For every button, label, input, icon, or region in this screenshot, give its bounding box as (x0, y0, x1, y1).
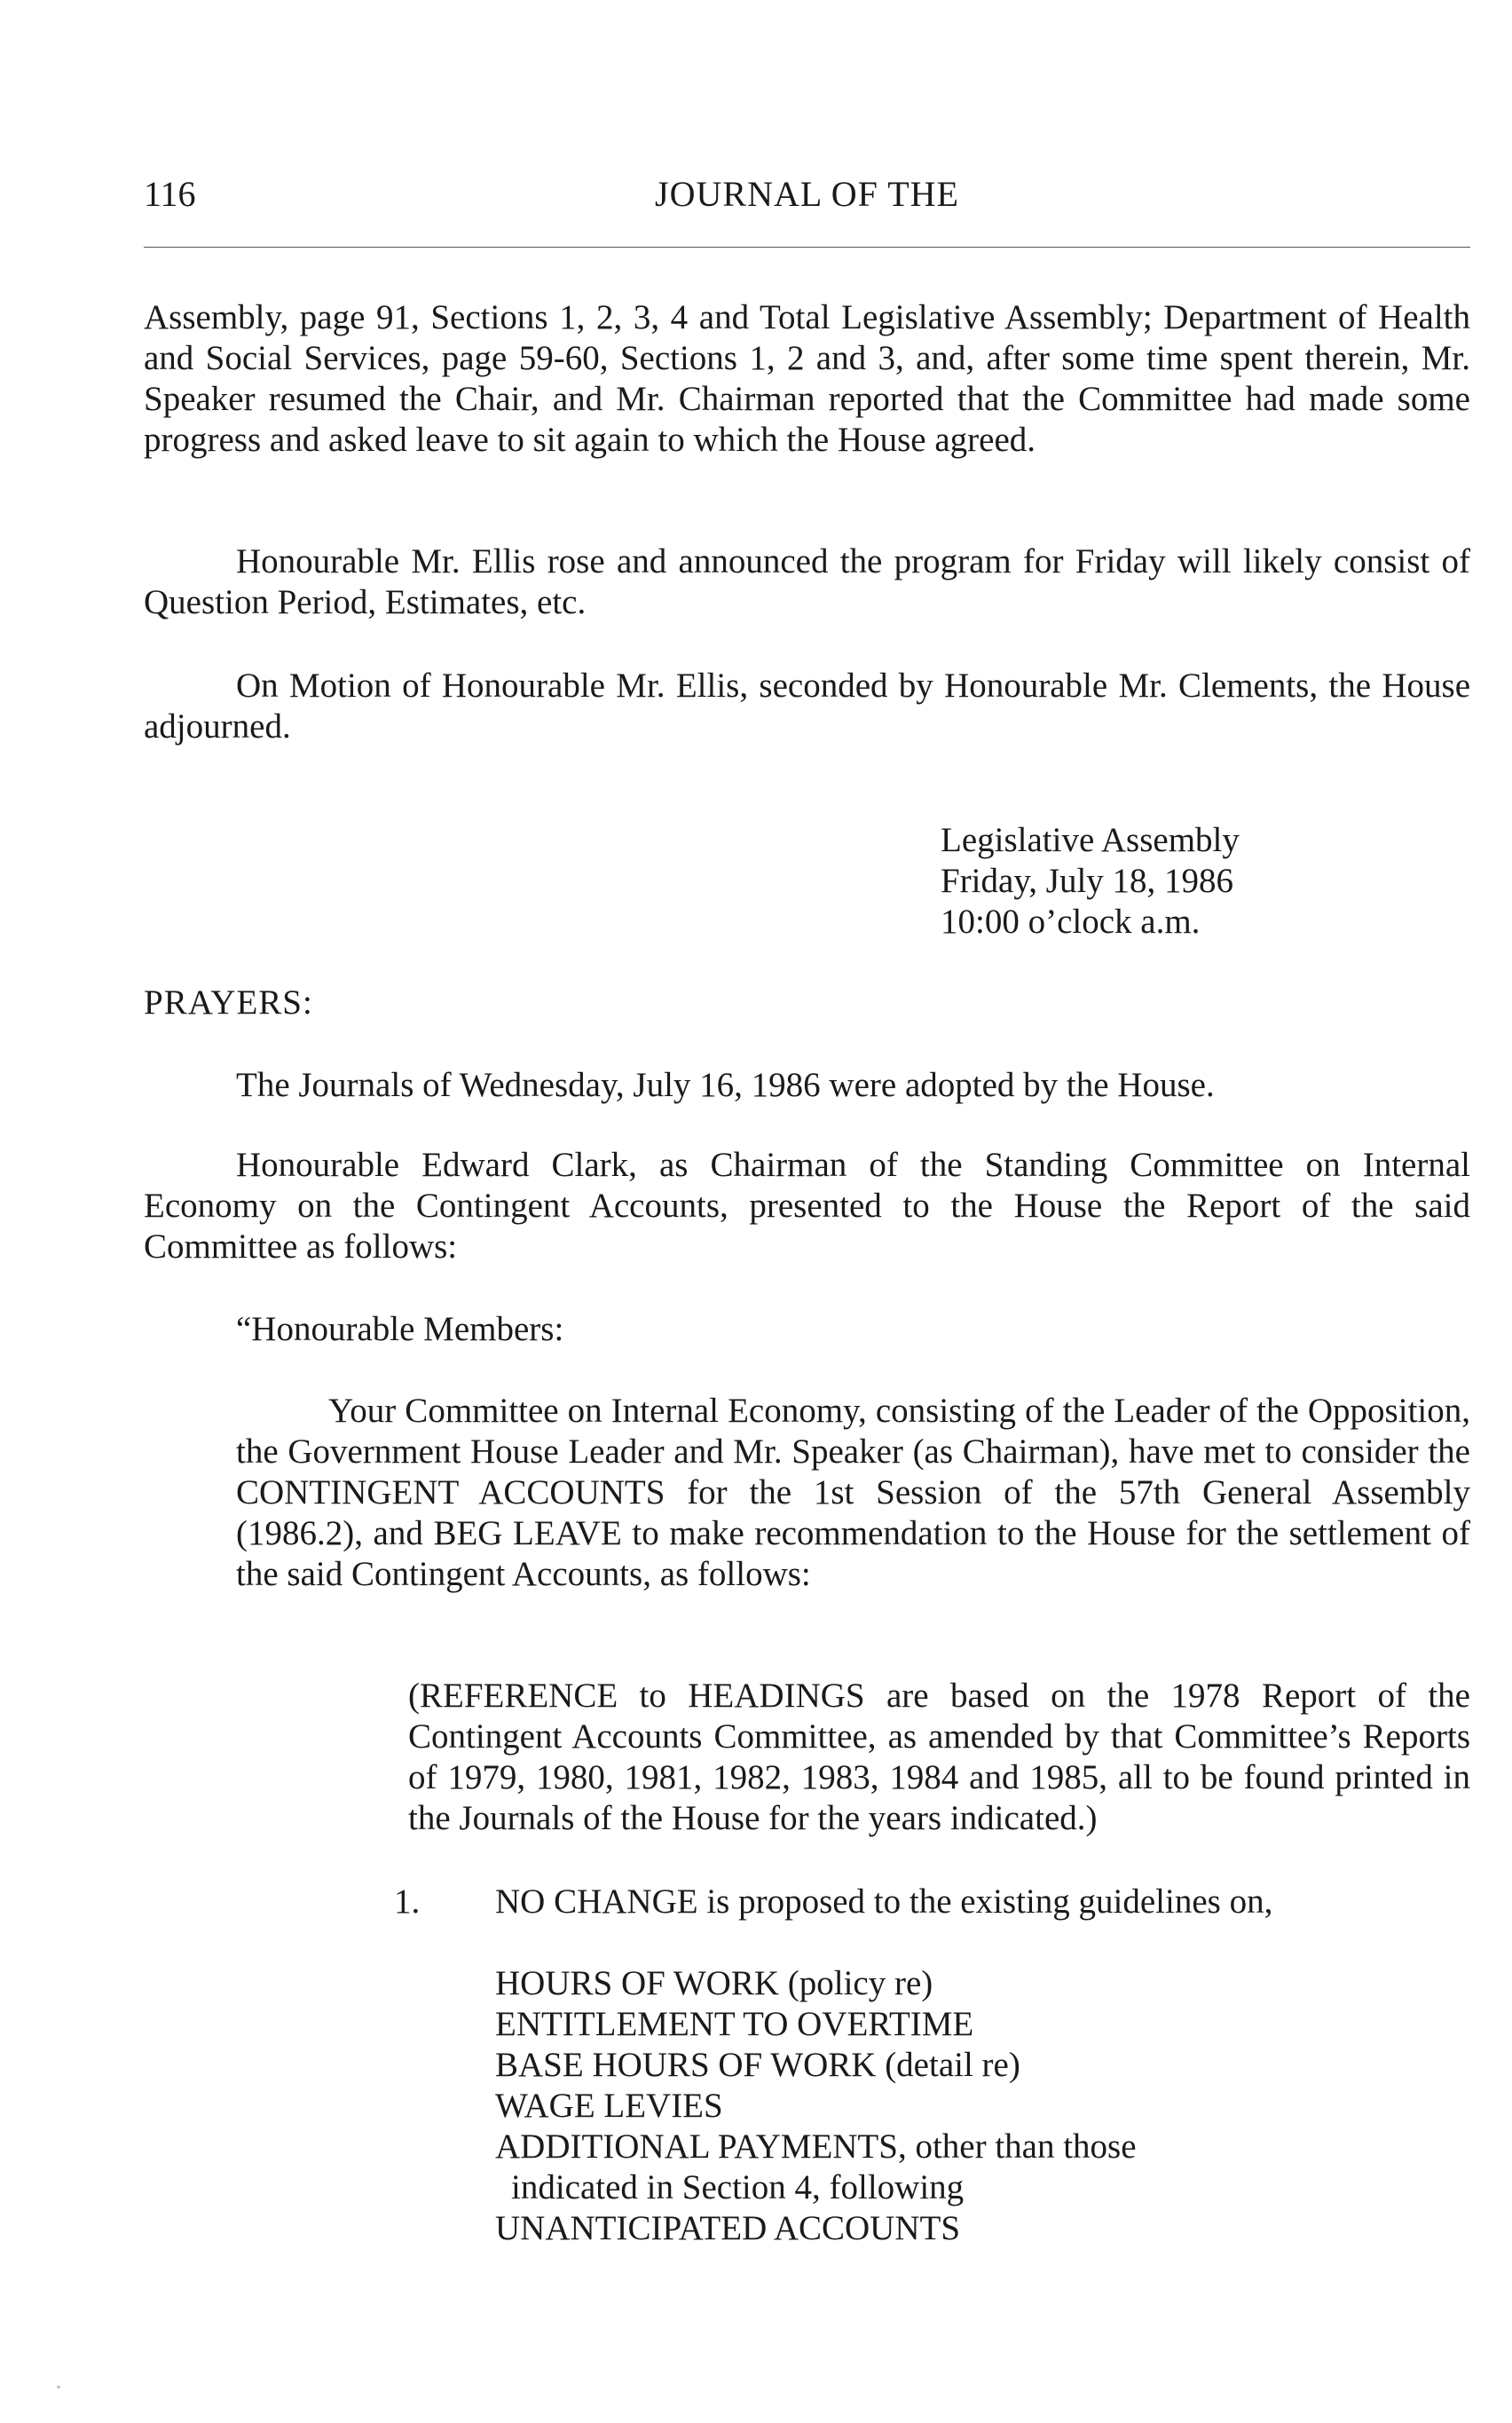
journals-adopted-paragraph: The Journals of Wednesday, July 16, 1986 were adopted by the House. (236, 1066, 1215, 1104)
continued-paragraph: Assembly, page 91, Sections 1, 2, 3, 4 and Total Legislative Assembly; Department of Health and Social Services, page 59-60, Sections 1, 2 and 3, and, after some time spent therein, Mr. Speaker resumed the Chair, and Mr. Chairman reported that the Committee had made some progress and asked leave to sit again to which the House agreed. (144, 298, 1470, 459)
page-number: 116 (144, 174, 196, 214)
adjournment-paragraph: On Motion of Honourable Mr. Ellis, seconded by Honourable Mr. Clements, the House adjourned. (144, 667, 1470, 746)
item-text: NO CHANGE is proposed to the existing guidelines on, (495, 1882, 1273, 1921)
report-presented-paragraph: Honourable Edward Clark, as Chairman of the Standing Committee on Internal Economy on the Contingent Accounts, presented to the House the Report of the said Committee as follows: (144, 1146, 1470, 1266)
guideline-item: UNANTICIPATED ACCOUNTS (495, 2209, 961, 2247)
report-salutation: “Honourable Members: (236, 1310, 564, 1348)
guideline-item: HOURS OF WORK (policy re) (495, 1964, 933, 2002)
prayers-heading: PRAYERS: (144, 983, 313, 1022)
dateline-assembly: Legislative Assembly (941, 821, 1240, 859)
guideline-item-continuation: indicated in Section 4, following (511, 2168, 965, 2206)
dateline-time: 10:00 o’clock a.m. (941, 903, 1201, 941)
sitting-dateline (941, 820, 1240, 943)
committee-report-paragraph: Your Committee on Internal Economy, consisting of the Leader of the Opposition, the Government House Leader and Mr. Speaker (as Chairman), have met to consider the CONTINGENT ACCOUNTS for the 1st Session of the 57th General Assembly (1986.2), and BEG LEAVE to make recommendation to the House for the settlement of the said Contingent Accounts, as follows: (236, 1392, 1470, 1593)
reference-note-paragraph: (REFERENCE to HEADINGS are based on the 1978 Report of the Contingent Accounts Committee, as amended by that Committee’s Reports of 1979, 1980, 1981, 1982, 1983, 1984 and 1985, all to be found printed in the Journals of the House for the years indicated.) (408, 1677, 1470, 1837)
scan-speck (57, 2386, 60, 2388)
dateline-date: Friday, July 18, 1986 (941, 862, 1234, 900)
guideline-item: ADDITIONAL PAYMENTS, other than those (495, 2127, 1137, 2166)
program-announcement-paragraph: Honourable Mr. Ellis rose and announced the program for Friday will likely consist of Question Period, Estimates, etc. (144, 542, 1470, 621)
guideline-item: WAGE LEVIES (495, 2087, 723, 2125)
guidelines-list (495, 1963, 1137, 2249)
page-header (144, 173, 1470, 226)
guideline-item: ENTITLEMENT TO OVERTIME (495, 2005, 974, 2043)
item-number: 1. (394, 1882, 421, 1921)
guideline-item: BASE HOURS OF WORK (detail re) (495, 2046, 1020, 2084)
header-rule (144, 247, 1470, 248)
running-title: JOURNAL OF THE (655, 174, 959, 214)
